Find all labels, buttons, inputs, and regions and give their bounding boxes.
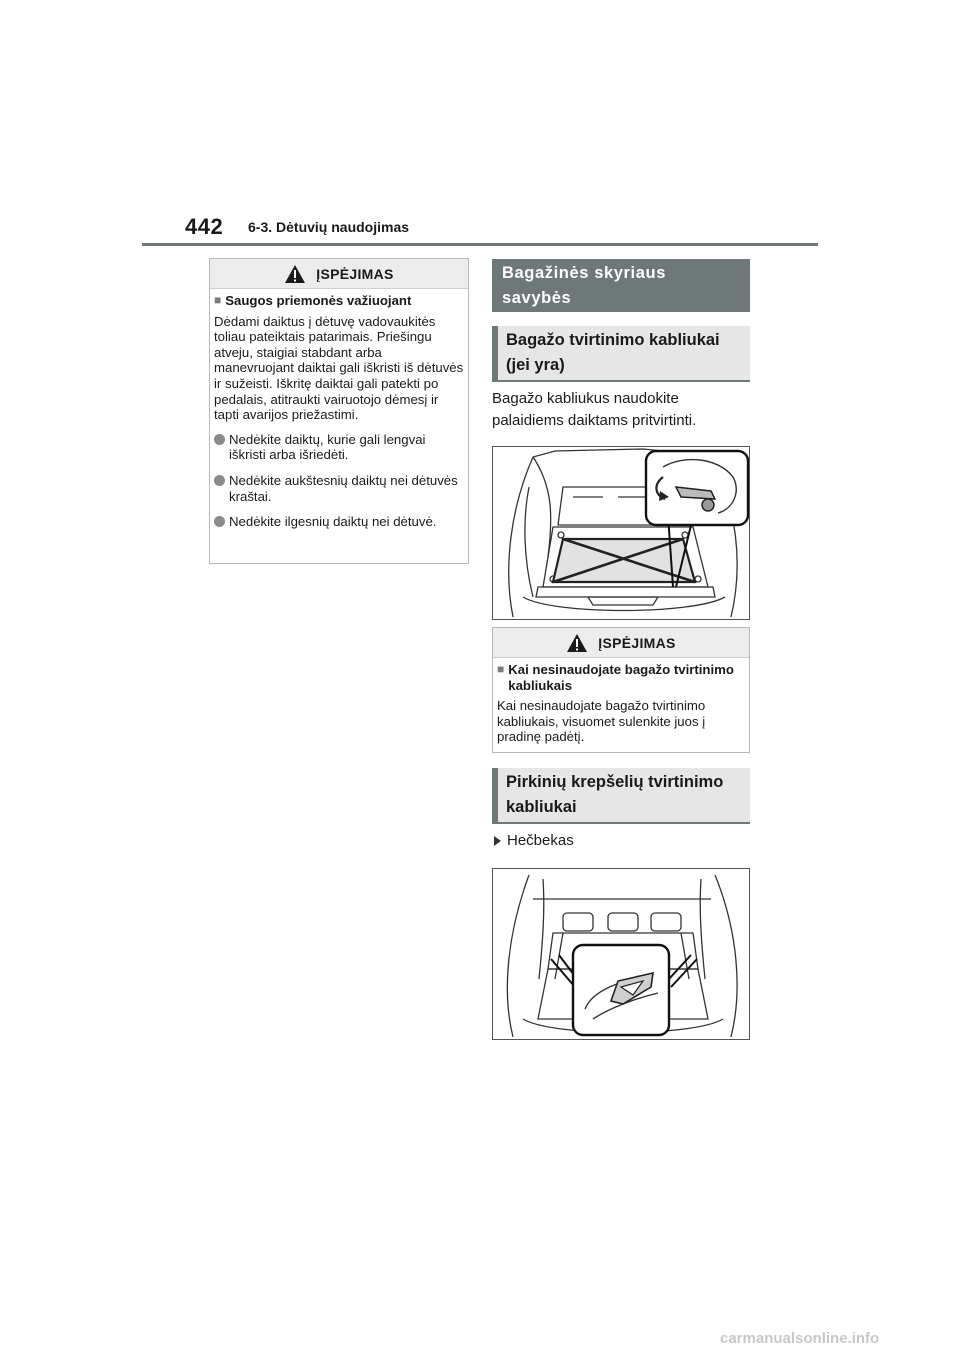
watermark: carmanualsonline.info (720, 1330, 880, 1347)
main-heading: Bagažinės skyriaus savybės (492, 259, 750, 312)
luggage-hooks-illustration (492, 446, 750, 620)
warning-title: ĮSPĖJIMAS (598, 634, 676, 651)
warning-title: ĮSPĖJIMAS (316, 265, 394, 282)
warning-header (210, 259, 468, 289)
square-bullet-icon: ■ (214, 293, 222, 307)
header-rule (142, 243, 818, 246)
warning-paragraph: Dėdami daiktus į dėtuvę vadovaukitės toliau pateiktais patarimais. Priešingu atveju, staigiai stabdant arba manevruojant daiktai gali iškristi iš dėtuvės ir sužeisti. Iškritę daiktai gali patekti po pedalais, atitraukti vairuotojo dėmesį ir tapti avarijos priežastimi. (214, 313, 464, 423)
circle-bullet-icon (214, 434, 225, 445)
warning-triangle-icon (566, 633, 588, 653)
shopping-hooks-illustration (492, 868, 750, 1040)
list-item: Nedėkite daiktų, kurie gali lengvai iškristi arba išriedėti. (214, 432, 464, 463)
sub-heading-hooks: Bagažo tvirtinimo kabliukai (jei yra) (492, 326, 750, 382)
warning-header (493, 628, 749, 658)
circle-bullet-icon (214, 475, 225, 486)
warning-box-left (209, 258, 469, 564)
list-item: Nedėkite ilgesnių daiktų nei dėtuvė. (214, 514, 464, 530)
circle-bullet-icon (214, 516, 225, 527)
variant-label: Hečbekas (494, 832, 574, 849)
sub-heading-shopping-hooks: Pirkinių krepšelių tvirtinimo kabliukai (492, 768, 750, 824)
triangle-bullet-icon (494, 836, 501, 846)
page-number: 442 (185, 214, 224, 239)
warning-paragraph: Kai nesinaudojate bagažo tvirtinimo kabliukais, visuomet sulenkite juos į pradinę padėtį. (497, 698, 706, 745)
warning-subtitle: Saugos priemonės važiuojant (225, 293, 412, 308)
warning-subtitle: Kai nesinaudojate bagažo tvirtinimo kabliukais (508, 662, 734, 693)
warning-box-right (492, 627, 750, 753)
body-text-hooks: Bagažo kabliukus naudokite palaidiems daiktams pritvirtinti. (492, 390, 697, 429)
section-title: 6-3. Dėtuvių naudojimas (248, 219, 410, 235)
list-item: Nedėkite aukštesnių daiktų nei dėtuvės kraštai. (214, 473, 464, 504)
warning-triangle-icon (284, 264, 306, 284)
square-bullet-icon: ■ (497, 662, 505, 676)
